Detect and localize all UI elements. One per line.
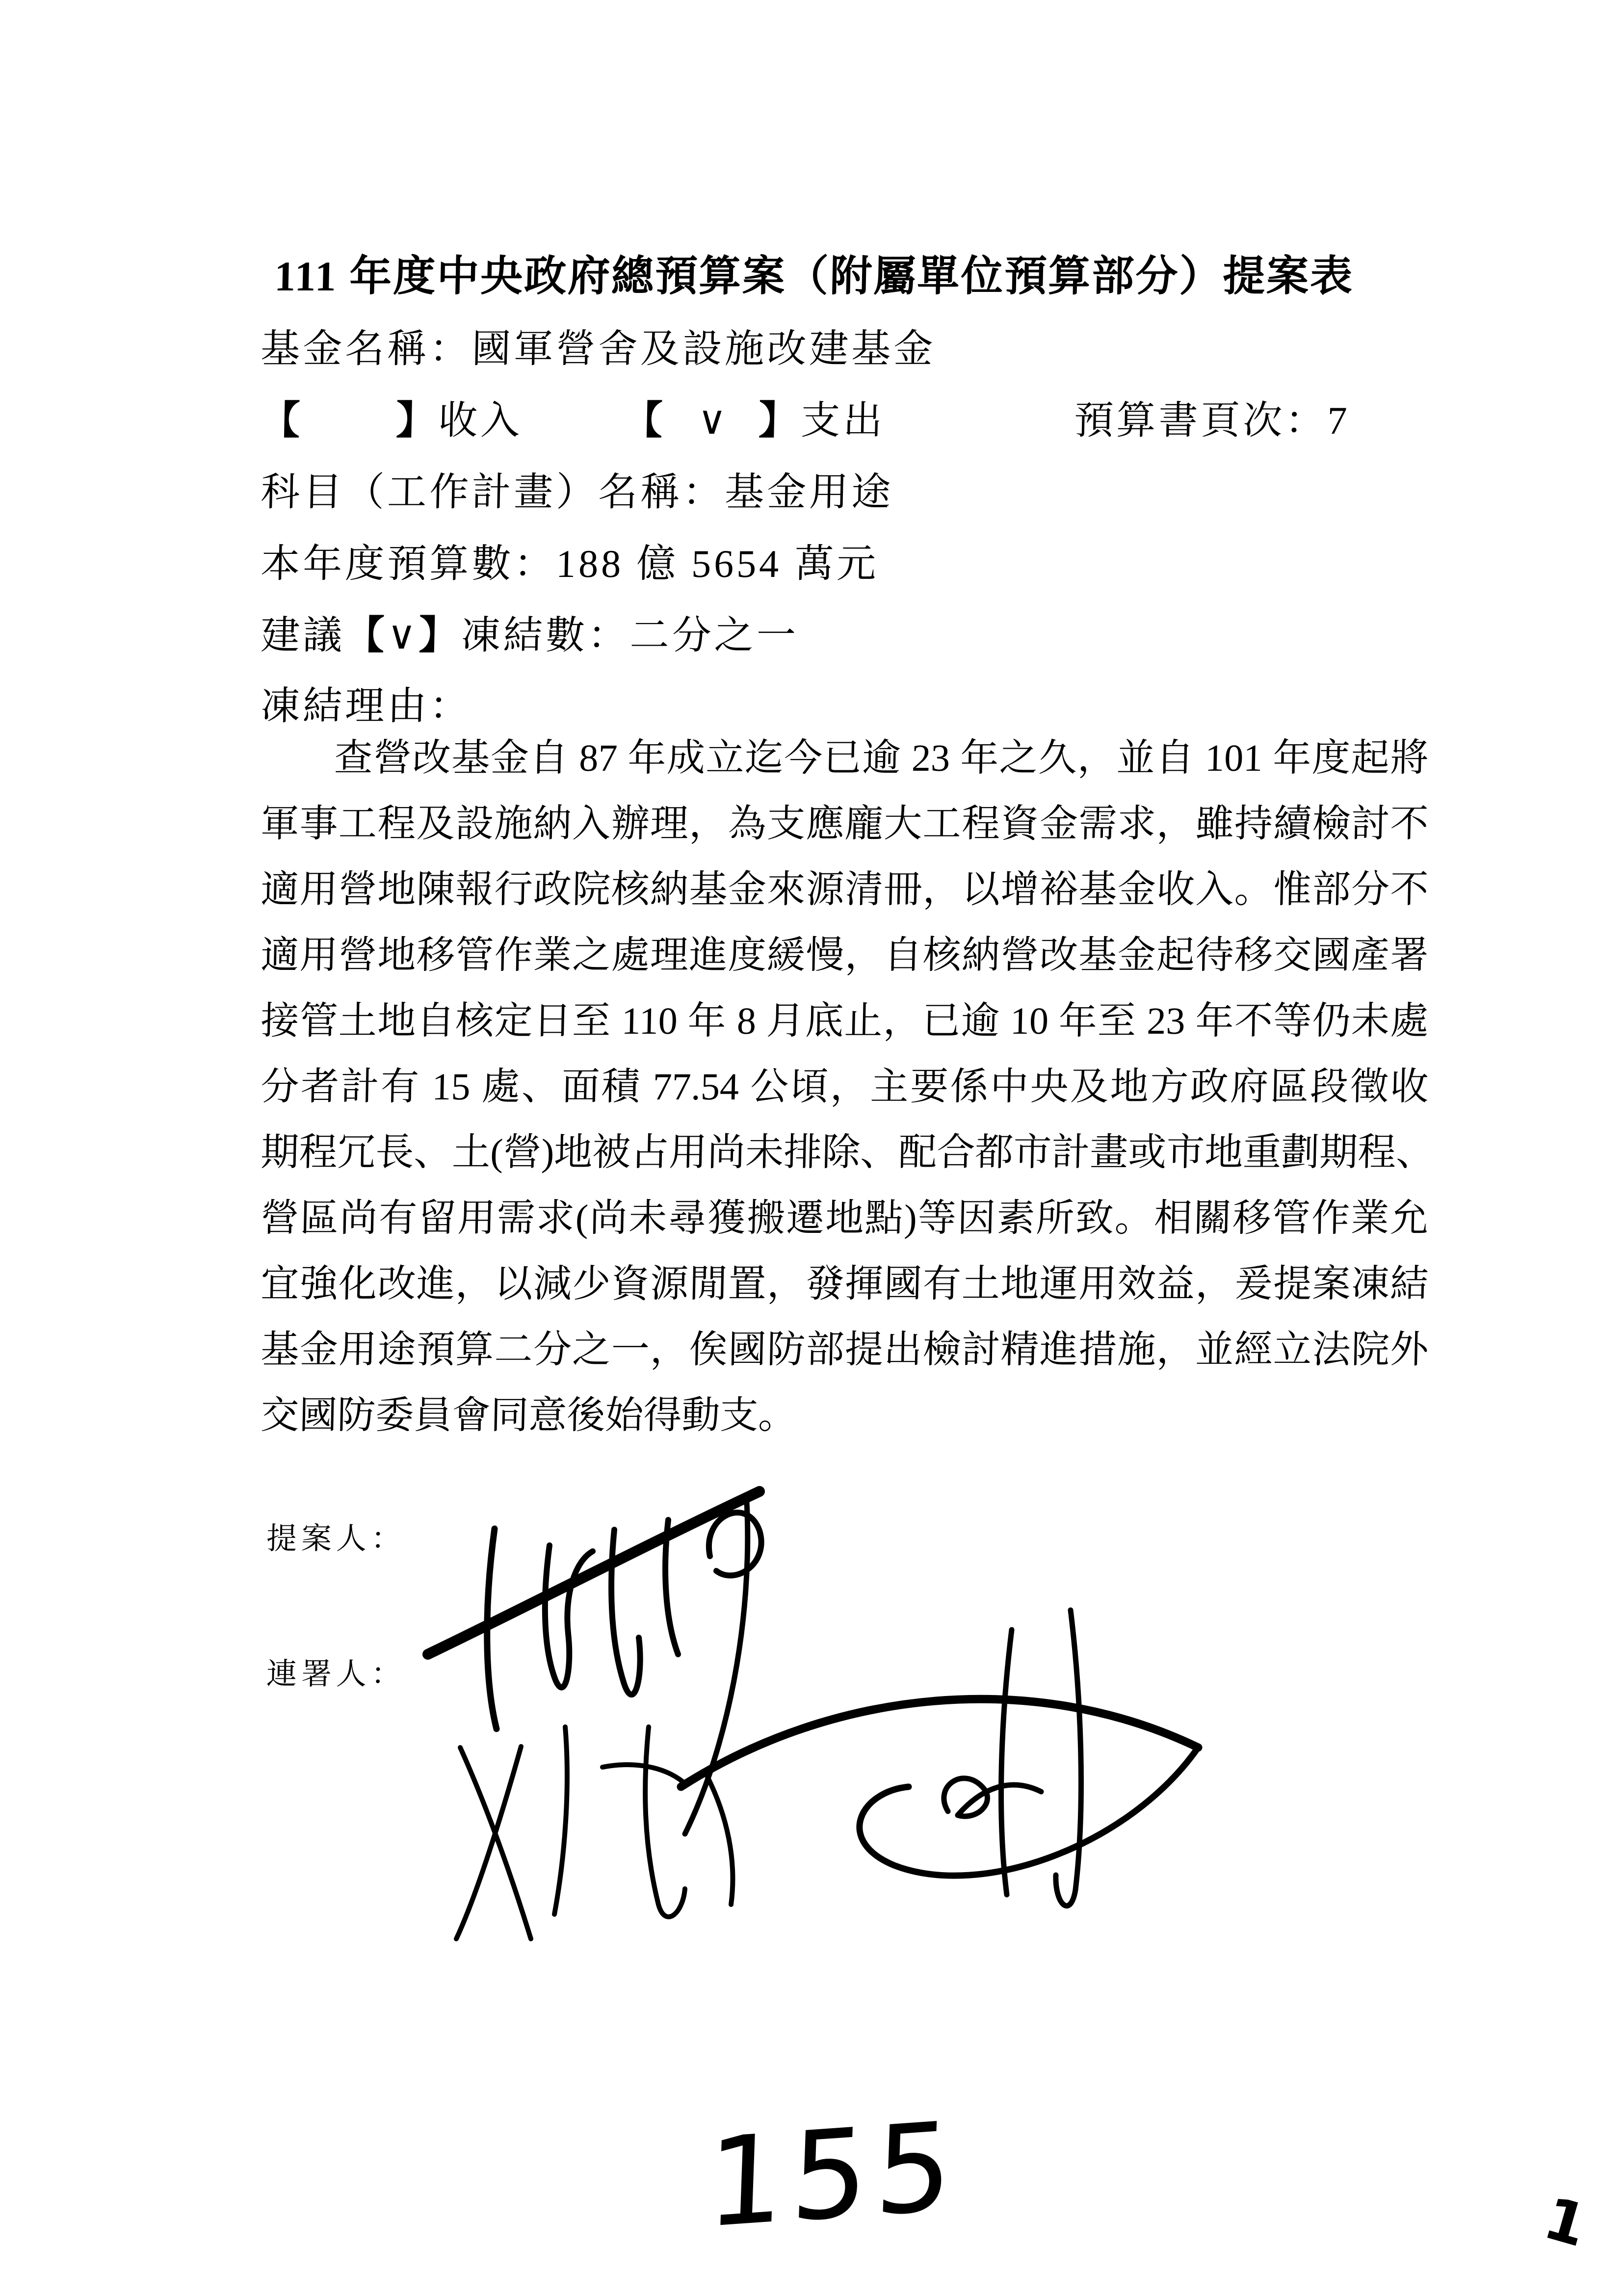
cosigner-signature-left [456,1727,733,1939]
cosigner-signature-right [681,1610,1198,1906]
proposer-label: 提案人： [266,1522,406,1556]
reason-line: 基金用途預算二分之一，俟國防部提出檢討精進措施，並經立法院外 [260,1328,1429,1371]
budget-amount-line: 本年度預算數：188 億 5654 萬元 [260,543,880,586]
reason-paragraph [260,725,1435,1448]
reason-line: 營區尚有留用需求(尚未尋獲搬遷地點)等因素所致。相關移管作業允 [260,1197,1429,1239]
fund-name-line: 基金名稱：國軍營舍及設施改建基金 [260,328,937,371]
freeze-bracket-close: 】 [418,614,462,657]
budget-page-ref: 預算書頁次：7 [1074,399,1351,443]
subject-line: 科目（工作計畫）名稱：基金用途 [260,471,894,514]
reason-line: 交國防委員會同意後始得動支。 [260,1394,797,1436]
corner-page-mark: 1 [1537,2184,1595,2260]
page-title: 111 年度中央政府總預算案（附屬單位預算部分）提案表 [274,253,1355,300]
type-select-row [260,391,1429,450]
reason-line: 適用營地陳報行政院核納基金來源清冊，以增裕基金收入。惟部分不 [260,868,1429,911]
reason-line: 適用營地移管作業之處理進度緩慢，自核納營改基金起待移交國產署 [260,934,1429,976]
reason-line: 分者計有 15 處、面積 77.54 公頃，主要係中央及地方政府區段徵收 [260,1065,1429,1108]
freeze-suffix: 凍結數：二分之一 [460,614,799,657]
income-bracket-close: 】 [395,399,439,443]
cosigner-label: 連署人： [266,1658,406,1691]
expense-label: 支出 [800,399,886,443]
reason-line: 宜強化改進，以減少資源閒置，發揮國有土地運用效益，爰提案凍結 [260,1262,1429,1305]
expense-bracket-close: 】 [758,399,802,443]
freeze-bracket-open: 【 [344,614,388,657]
proposer-signature [428,1491,761,1834]
reason-line: 查營改基金自 87 年成立迄今已逾 23 年之久，並自 101 年度起將 [334,736,1429,779]
income-bracket-open: 【 [260,399,304,443]
freeze-reason-label: 凍結理由： [260,685,472,728]
freeze-checkbox-mark: ∨ [387,614,419,657]
expense-checkbox-mark: ∨ [697,399,727,443]
handwritten-page-number: 155 [704,2095,962,2255]
freeze-proposal-line [260,606,1429,665]
reason-line: 軍事工程及設施納入辦理，為支應龐大工程資金需求，雖持續檢討不 [260,802,1429,845]
income-label: 收入 [438,399,524,443]
reason-line: 期程冗長、土(營)地被占用尚未排除、配合都市計畫或市地重劃期程、 [260,1131,1435,1174]
reason-line: 接管土地自核定日至 110 年 8 月底止，已逾 10 年至 23 年不等仍未處 [260,999,1429,1042]
freeze-prefix: 建議 [260,614,346,657]
expense-bracket-open: 【 [623,399,666,443]
